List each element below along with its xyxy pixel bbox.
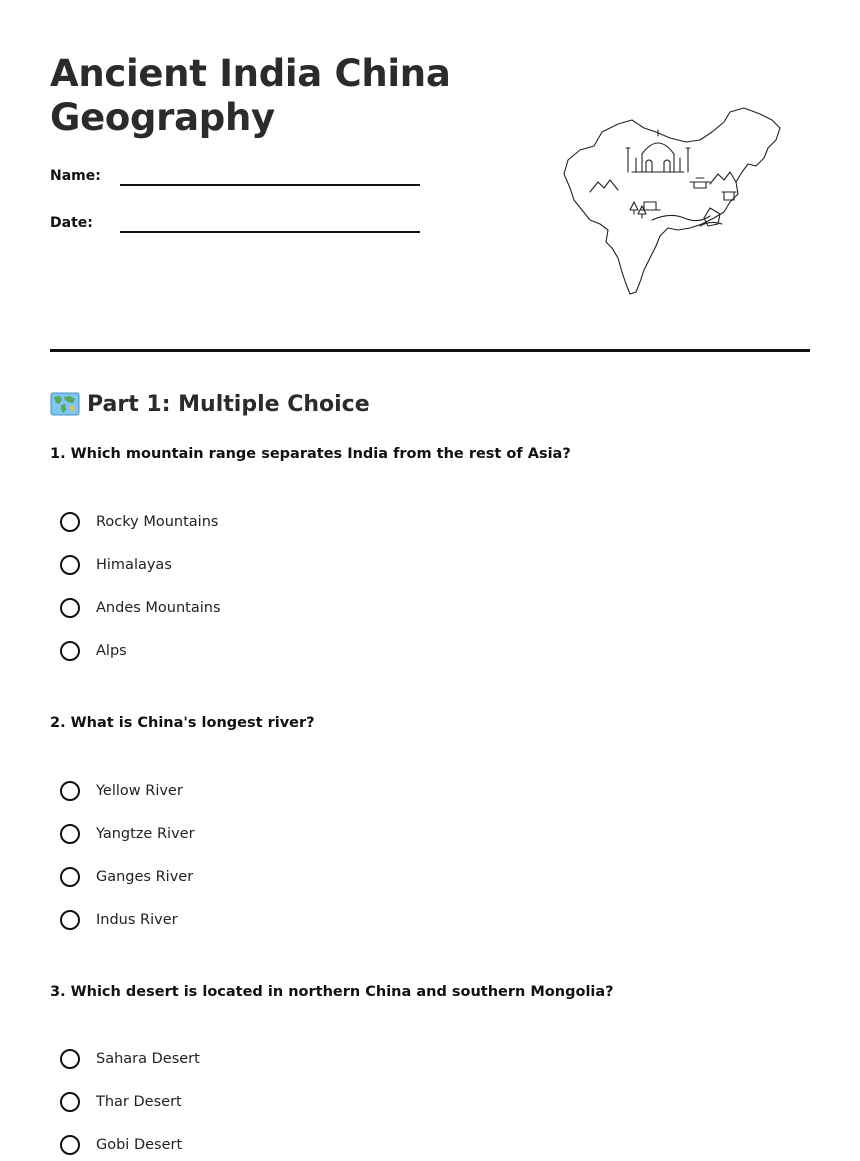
option-label: Sahara Desert: [96, 1051, 200, 1067]
radio-button[interactable]: [60, 598, 80, 618]
question-2: 2. What is China's longest river?: [50, 715, 315, 731]
world-map-icon: [50, 391, 80, 417]
radio-button[interactable]: [60, 824, 80, 844]
radio-button[interactable]: [60, 1049, 80, 1069]
q3-option-thar-desert[interactable]: [60, 1089, 182, 1115]
radio-button[interactable]: [60, 910, 80, 930]
radio-button[interactable]: [60, 641, 80, 661]
section-title: Part 1: Multiple Choice: [87, 391, 370, 417]
option-label: Thar Desert: [96, 1094, 182, 1110]
option-label: Indus River: [96, 912, 178, 928]
radio-button[interactable]: [60, 867, 80, 887]
radio-button[interactable]: [60, 1092, 80, 1112]
q3-option-gobi-desert[interactable]: [60, 1132, 182, 1158]
option-label: Andes Mountains: [96, 600, 221, 616]
q2-option-ganges-river[interactable]: [60, 864, 193, 890]
section-divider: [50, 349, 810, 352]
option-label: Gobi Desert: [96, 1137, 183, 1153]
option-label: Yangtze River: [96, 826, 195, 842]
date-input-line[interactable]: [120, 231, 420, 233]
page-title: Ancient India China Geography: [50, 52, 451, 139]
map-of-india-and-china-icon: [560, 102, 786, 298]
date-label: Date:: [50, 215, 93, 231]
q2-option-yellow-river[interactable]: [60, 778, 183, 804]
question-1: 1. Which mountain range separates India from the rest of Asia?: [50, 446, 571, 462]
q1-option-andes-mountains[interactable]: [60, 595, 221, 621]
option-label: Himalayas: [96, 557, 172, 573]
q3-option-sahara-desert[interactable]: [60, 1046, 200, 1072]
radio-button[interactable]: [60, 1135, 80, 1155]
name-field[interactable]: [50, 162, 420, 192]
name-label: Name:: [50, 168, 101, 184]
q2-option-indus-river[interactable]: [60, 907, 178, 933]
name-input-line[interactable]: [120, 184, 420, 186]
option-label: Ganges River: [96, 869, 194, 885]
option-label: Rocky Mountains: [96, 514, 219, 530]
radio-button[interactable]: [60, 781, 80, 801]
q1-option-rocky-mountains[interactable]: [60, 509, 218, 535]
date-field[interactable]: [50, 209, 420, 239]
q1-option-himalayas[interactable]: [60, 552, 172, 578]
section-heading: [50, 389, 370, 419]
option-label: Yellow River: [96, 783, 183, 799]
q1-option-alps[interactable]: [60, 638, 127, 664]
option-label: Alps: [96, 643, 127, 659]
q2-option-yangtze-river[interactable]: [60, 821, 195, 847]
radio-button[interactable]: [60, 512, 80, 532]
radio-button[interactable]: [60, 555, 80, 575]
question-3: 3. Which desert is located in northern China and southern Mongolia?: [50, 984, 614, 1000]
